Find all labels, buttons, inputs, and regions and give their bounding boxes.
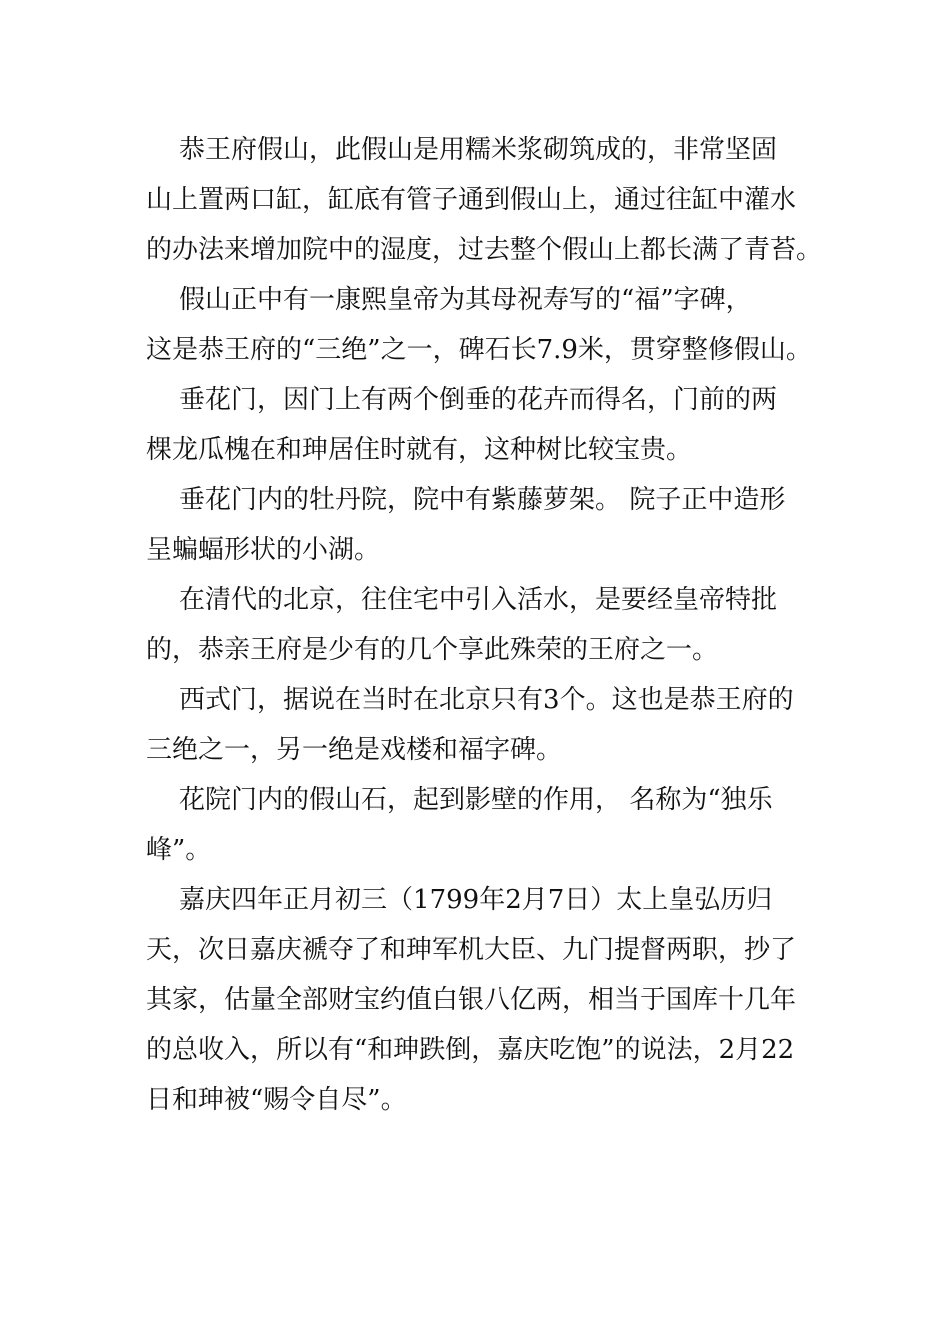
- text-line: 嘉庆四年正月初三（1799年2月7日）太上皇弘历归: [146, 885, 773, 915]
- text-line: 垂花门内的牡丹院，院中有紫藤萝架。 院子正中造形: [146, 485, 786, 515]
- text-line: 的，恭亲王府是少有的几个享此殊荣的王府之一。: [146, 635, 719, 665]
- text-line: 假山正中有一康熙皇帝为其母祝寿写的“福”字碑，: [146, 285, 752, 315]
- text-line: 棵龙瓜槐在和珅居住时就有，这种树比较宝贵。: [146, 435, 693, 465]
- text-line: 花院门内的假山石，起到影壁的作用， 名称为“独乐: [146, 785, 773, 815]
- document-body: [146, 125, 823, 1125]
- text-line: 西式门，据说在当时在北京只有3个。这也是恭王府的: [146, 685, 794, 715]
- text-line: 的总收入，所以有“和珅跌倒，嘉庆吃饱”的说法，2月22: [146, 1035, 795, 1065]
- text-line: 恭王府假山，此假山是用糯米浆砌筑成的，非常坚固: [146, 135, 778, 165]
- text-line: 其家，估量全部财宝约值白银八亿两，相当于国库十几年: [146, 985, 797, 1015]
- text-line: 的办法来增加院中的湿度，过去整个假山上都长满了青苔。: [146, 235, 823, 265]
- text-line: 日和珅被“赐令自尽”。: [146, 1085, 407, 1115]
- text-line: 呈蝙蝠形状的小湖。: [146, 535, 381, 565]
- text-line: 山上置两口缸，缸底有管子通到假山上，通过往缸中灌水: [146, 185, 797, 215]
- text-line: 在清代的北京，往住宅中引入活水，是要经皇帝特批: [146, 585, 778, 615]
- text-line: 垂花门，因门上有两个倒垂的花卉而得名，门前的两: [146, 385, 778, 415]
- text-line: 三绝之一，另一绝是戏楼和福字碑。: [146, 735, 563, 765]
- text-line: 这是恭王府的“三绝”之一，碑石长7.9米，贯穿整修假山。: [146, 335, 812, 365]
- text-line: 峰”。: [146, 835, 212, 865]
- text-line: 天，次日嘉庆褫夺了和珅军机大臣、九门提督两职，抄了: [146, 935, 797, 965]
